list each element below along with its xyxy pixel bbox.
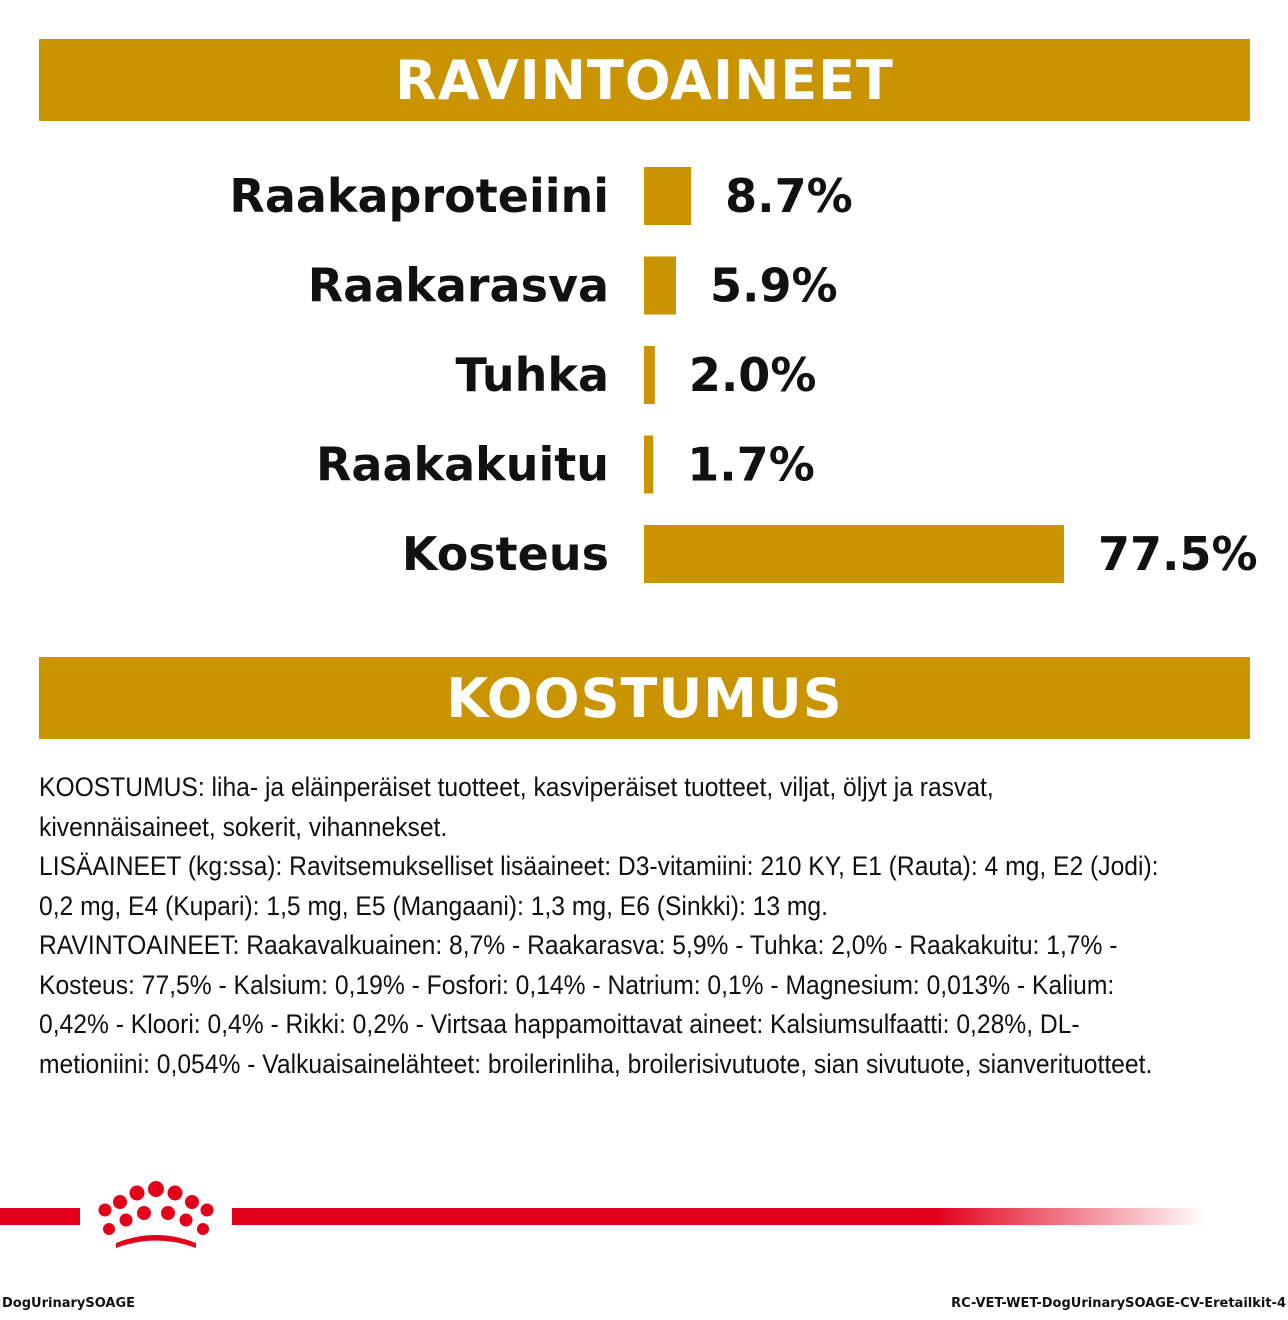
nutrients-banner bbox=[39, 39, 1250, 121]
value-label-raakakuitu: 1.7% bbox=[687, 437, 815, 492]
composition-paragraph-additives: LISÄAINEET (kg:ssa): Ravitsemukselliset lisäaineet: D3-vitamiini: 210 KY, E1 (Rauta): 4 mg, E2 (Jodi): 0,2 mg, E4 (Kupari): 1,5 mg, E5 (Mangaani): 1,3 mg, E6 (Sinkki): 13 mg. bbox=[39, 851, 1159, 921]
value-label-raakarasva: 5.9% bbox=[709, 258, 838, 313]
footer-product-code: DogUrinarySOAGE bbox=[2, 1296, 136, 1311]
category-label-raakaproteiini: Raakaproteiini bbox=[229, 169, 609, 223]
category-label-raakarasva: Raakarasva bbox=[307, 258, 609, 313]
category-label-raakakuitu: Raakakuitu bbox=[316, 437, 609, 492]
composition-paragraph-nutrients: RAVINTOAINEET: Raakavalkuainen: 8,7% - Raakarasva: 5,9% - Tuhka: 2,0% - Raakakuitu: 1,7% - Kosteus: 77,5% - Kalsium: 0,19% - Fosfori: 0,14% - Natrium: 0,1% - Magnesium: 0,013% - Kalium: 0,42% - Kloori: 0,4% - Rikki: 0,2% - Virtsaa happamoittavat aineet: Kalsiumsulfaatti: 0,28%, DL-metioniini: 0,054% - Valkuaisainelähteet: broilerinliha, broilerisivutuote, sian sivutuote, sianverituotteet. bbox=[39, 930, 1153, 1079]
brand-bar bbox=[0, 1175, 1288, 1255]
bar-tuhka bbox=[644, 346, 655, 404]
red-stripe-right bbox=[232, 1208, 1207, 1225]
composition-paragraph-ingredients: KOOSTUMUS: liha- ja eläinperäiset tuotteet, kasviperäiset tuotteet, viljat, öljyt ja rasvat, kivennäisaineet, sokerit, vihannekset. bbox=[39, 772, 994, 842]
value-label-kosteus: 77.5% bbox=[1098, 527, 1258, 581]
category-label-tuhka: Tuhka bbox=[455, 348, 609, 402]
composition-banner bbox=[39, 657, 1250, 739]
category-label-kosteus: Kosteus bbox=[401, 527, 609, 581]
value-label-tuhka: 2.0% bbox=[688, 348, 817, 402]
bar-raakarasva bbox=[644, 257, 676, 315]
composition-text bbox=[39, 768, 1169, 1084]
bar-kosteus bbox=[644, 525, 1064, 583]
royal-canin-crown-icon bbox=[99, 1181, 214, 1248]
composition-title: KOOSTUMUS bbox=[446, 666, 843, 730]
nutrients-title: RAVINTOAINEET bbox=[395, 48, 894, 112]
value-label-raakaproteiini: 8.7% bbox=[725, 169, 853, 223]
red-stripe-left bbox=[0, 1208, 80, 1225]
bar-raakakuitu bbox=[644, 436, 653, 494]
nutrient-bar-chart bbox=[0, 150, 1288, 600]
bar-raakaproteiini bbox=[644, 167, 691, 225]
footer-asset-id: RC-VET-WET-DogUrinarySOAGE-CV-Eretailkit-4 bbox=[951, 1296, 1286, 1311]
